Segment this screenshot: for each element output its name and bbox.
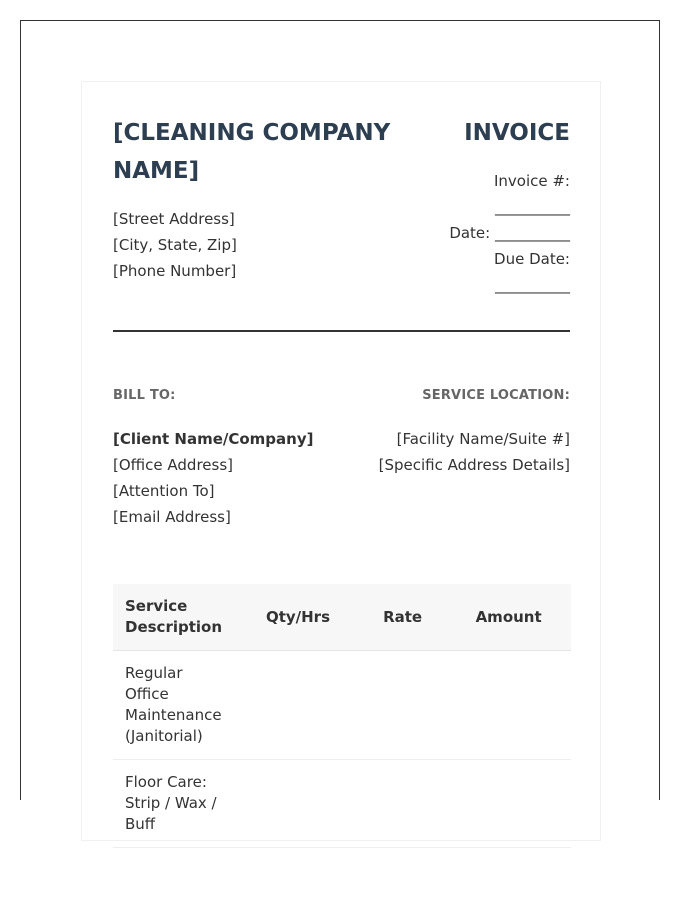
office-address: [Office Address]	[113, 456, 233, 474]
invoice-date-label: Date:	[449, 224, 491, 242]
header-amount: Amount	[446, 584, 571, 651]
company-city: [City, State, Zip]	[113, 236, 237, 254]
company-phone: [Phone Number]	[113, 262, 237, 280]
invoice-title: INVOICE	[464, 120, 570, 146]
bill-to-block	[113, 426, 313, 530]
company-contact-block	[113, 206, 237, 284]
row-rate	[359, 760, 446, 848]
client-name: [Client Name/Company]	[113, 430, 314, 448]
invoice-meta	[430, 168, 570, 298]
row-description: Floor Care: Strip / Wax / Buff	[113, 760, 237, 848]
invoice-number-blank: __________	[495, 198, 570, 216]
company-name: [CLEANING COMPANY NAME]	[113, 120, 391, 184]
header-qty-hrs: Qty/Hrs	[237, 584, 359, 651]
row-description: Regular Office Maintenance (Janitorial)	[113, 651, 237, 760]
row-amount	[446, 651, 571, 760]
service-location-label: SERVICE LOCATION:	[422, 388, 570, 403]
row-qty	[237, 651, 359, 760]
invoice-due-date-label: Due Date:	[494, 250, 570, 268]
invoice-document	[81, 81, 601, 841]
header-service-description: Service Description	[113, 584, 237, 651]
table-header-row	[113, 584, 571, 651]
page-frame	[20, 20, 660, 833]
email-address: [Email Address]	[113, 508, 231, 526]
row-amount	[446, 760, 571, 848]
company-street: [Street Address]	[113, 210, 235, 228]
invoice-date-blank: __________	[495, 224, 570, 242]
table-row	[113, 651, 571, 760]
facility-name: [Facility Name/Suite #]	[396, 430, 570, 448]
bill-to-label: BILL TO:	[113, 388, 176, 403]
row-rate	[359, 651, 446, 760]
address-details: [Specific Address Details]	[378, 456, 570, 474]
header-divider	[113, 330, 570, 332]
service-items-table	[113, 584, 571, 848]
invoice-number-label: Invoice #:	[493, 172, 570, 190]
table-row	[113, 760, 571, 848]
row-qty	[237, 760, 359, 848]
invoice-date-line	[430, 220, 570, 246]
attention-to: [Attention To]	[113, 482, 215, 500]
service-location-block	[379, 426, 570, 478]
header-rate: Rate	[359, 584, 446, 651]
invoice-due-date-blank: __________	[495, 276, 570, 294]
